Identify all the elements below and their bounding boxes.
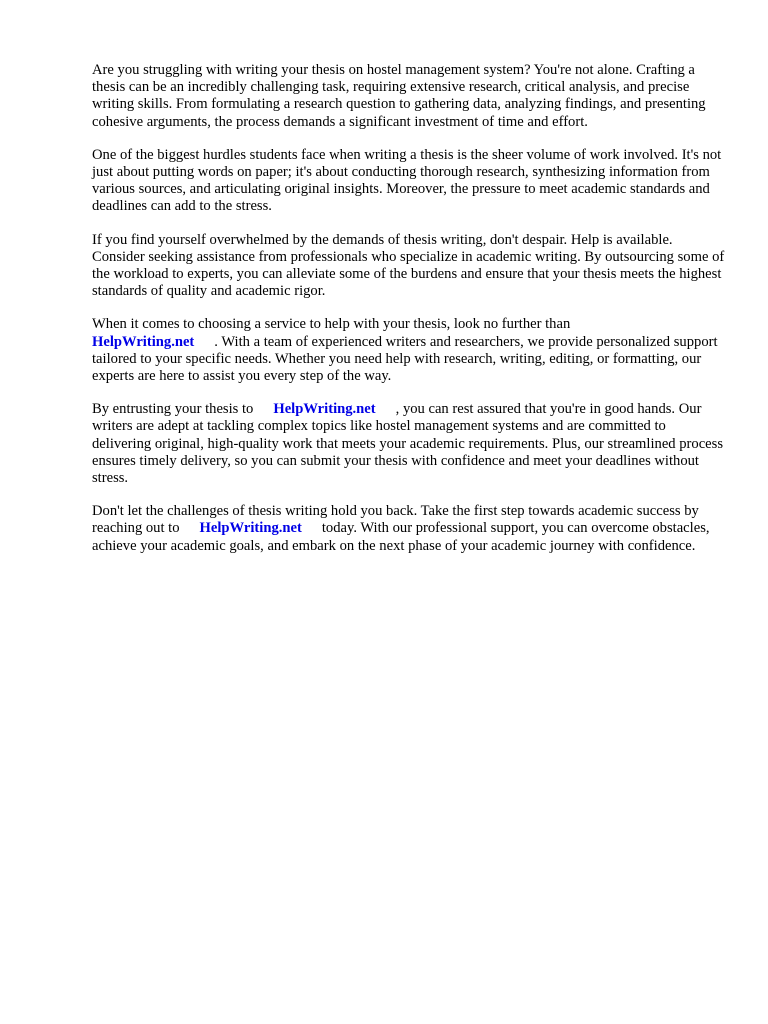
- paragraph-text: today. With our professional support, you can overcome obstacles, achieve your academic goals, and embark on the next phase of your academic journey with confidence.: [92, 520, 710, 554]
- document-body: [92, 62, 728, 571]
- paragraph-intro: Are you struggling with writing your thesis on hostel management system? You're not alone. Crafting a thesis can be an incredibly challenging task, requiring extensive research, critical analysis, and precise writing skills. From formulating a research question to gathering data, analyzing findings, and presenting cohesive arguments, the process demands a significant investment of time and effort.: [92, 62, 706, 130]
- paragraph-text: . With a team of experienced writers and researchers, we provide personalized support tailored to your specific needs. Whether you need help with research, writing, editing, or formatting, our experts are here to assist you every step of the way.: [92, 333, 718, 385]
- paragraph-help-available: If you find yourself overwhelmed by the demands of thesis writing, don't despair. Help is available. Consider seeking assistance from professionals who specialize in academic writing. By outsourcing some of the workload to experts, you can alleviate some of the burdens and ensure that your thesis meets the highest standards of quality and academic rigor.: [92, 231, 725, 300]
- paragraph-text: Don't let the challenges of thesis writing hold you back. Take the first step towards academic success by reaching out to: [92, 503, 699, 537]
- paragraph-text: , you can rest assured that you're in good hands. Our writers are adept at tackling complex topics like hostel management systems and are committed to delivering original, high-quality work that meets your academic requirements. Plus, our streamlined process ensures timely delivery, so you can submit your thesis with confidence and meet your deadlines without stress.: [92, 401, 724, 487]
- helpwriting-link[interactable]: HelpWriting.net: [92, 333, 195, 350]
- paragraph-text: When it comes to choosing a service to help with your thesis, look no further than: [92, 316, 571, 333]
- paragraph-text: By entrusting your thesis to: [92, 401, 254, 418]
- paragraph-hurdles: One of the biggest hurdles students face when writing a thesis is the sheer volume of work involved. It's not just about putting words on paper; it's about conducting thorough research, synthesizing information from various sources, and articulating original insights. Moreover, the pressure to meet academic standards and deadlines can add to the stress.: [92, 146, 722, 215]
- helpwriting-link[interactable]: HelpWriting.net: [273, 401, 376, 418]
- paragraph-choosing-service: [92, 316, 728, 385]
- helpwriting-link[interactable]: HelpWriting.net: [199, 520, 302, 537]
- paragraph-call-to-action: [92, 503, 728, 555]
- paragraph-entrusting: [92, 401, 728, 487]
